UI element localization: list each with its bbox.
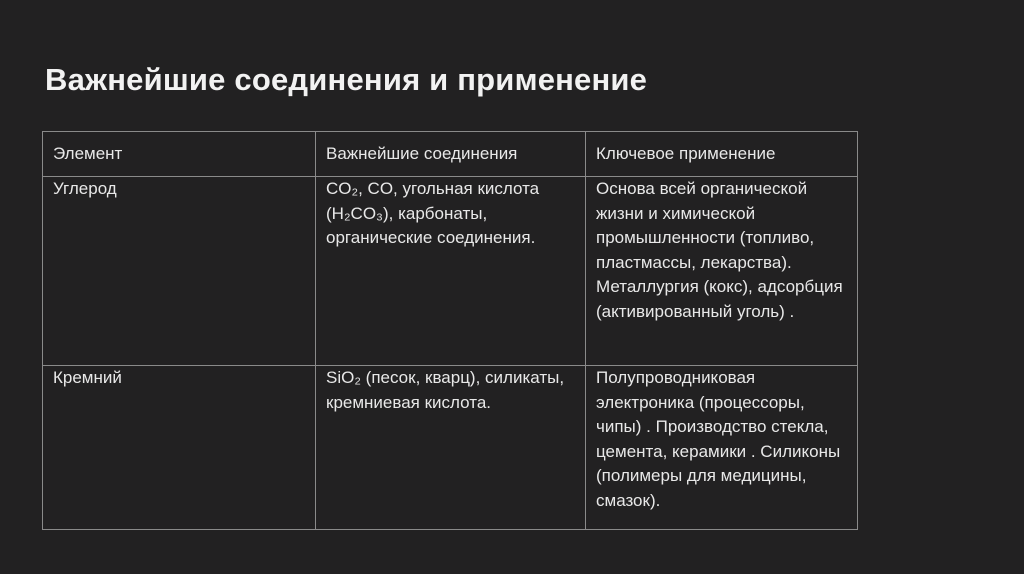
cell-element: Углерод: [43, 177, 316, 366]
compounds-table: [42, 131, 858, 530]
cell-application: Полупроводниковая электроника (процессоры, чипы) . Производство стекла, цемента, керамики . Силиконы (полимеры для медицины, смазок).: [586, 366, 858, 530]
table-row: [43, 177, 858, 366]
table-row: [43, 366, 858, 530]
cell-compounds: SiO₂ (песок, кварц), силикаты, кремниевая кислота.: [316, 366, 586, 530]
header-application: Ключевое применение: [586, 132, 858, 177]
table-header-row: [43, 132, 858, 177]
cell-element: Кремний: [43, 366, 316, 530]
header-element: Элемент: [43, 132, 316, 177]
header-compounds: Важнейшие соединения: [316, 132, 586, 177]
cell-application: Основа всей органической жизни и химической промышленности (топливо, пластмассы, лекарства). Металлургия (кокс), адсорбция (активированный уголь) .: [586, 177, 858, 366]
slide-title: Важнейшие соединения и применение: [45, 62, 648, 97]
cell-compounds: CO₂, CO, угольная кислота (H₂CO₃), карбонаты, органические соединения.: [316, 177, 586, 366]
